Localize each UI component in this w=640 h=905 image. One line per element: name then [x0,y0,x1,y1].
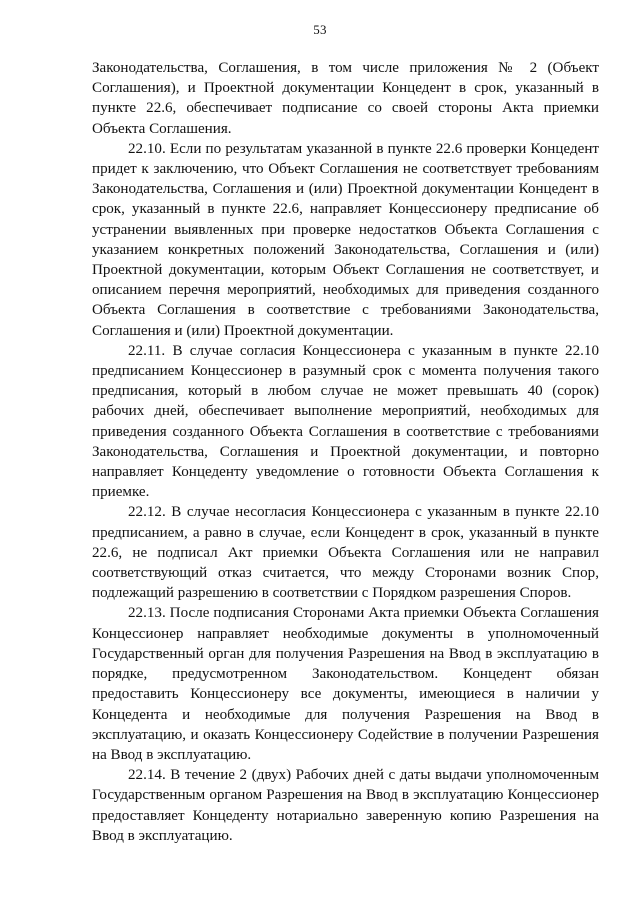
page-number: 53 [313,22,327,37]
paragraph-22-14: 22.14. В течение 2 (двух) Рабочих дней с даты выдачи уполномоченным Государственным органом Разрешения на Ввод в эксплуатацию Концессионер предоставляет Концеденту нотариально заверенную копию Разрешения на Ввод в эксплуатацию. [92,767,599,844]
paragraph-22-10: 22.10. Если по результатам указанной в пункте 22.6 проверки Концедент придет к заключению, что Объект Соглашения не соответствует требованиям Законодательства, Соглашения и (или) Проектной документации Концедент в срок, указанный в пункте 22.6, направляет Концессионеру предписание об устранении выявленных при проверке недостатков Объекта Соглашения с указанием конкретных положений Законодательства, Соглашения и (или) Проектной документации, которым Объект Соглашения не соответствует, и описанием перечня мероприятий, необходимых для приведения созданного Объекта Соглашения в соответствие с требованиями Законодательства, Соглашения и (или) Проектной документации. [92,140,599,339]
paragraph-continuation: Законодательства, Соглашения, в том числе приложения № 2 (Объект Соглашения), и Проектной документации Концедент в срок, указанный в пункте 22.6, обеспечивает подписание со своей стороны Акта приемки Объекта Соглашения. [92,60,599,137]
paragraph-22-13: 22.13. После подписания Сторонами Акта приемки Объекта Соглашения Концессионер направляет необходимые документы в уполномоченный Государственный орган для получения Разрешения на Ввод в эксплуатацию в порядке, предусмотренном Законодательством. Концедент обязан предоставить Концессионеру все документы, имеющиеся в наличии у Концедента и необходимые для получения Разрешения на Ввод в эксплуатацию, и оказать Концессионеру Содействие в получении Разрешения на Ввод в эксплуатацию. [92,605,599,763]
paragraph-22-12: 22.12. В случае несогласия Концессионера с указанным в пункте 22.10 предписанием, а равно в случае, если Концедент в срок, указанный в пункте 22.6, не подписал Акт приемки Объекта Соглашения или не направил соответствующий отказ считается, что между Сторонами возник Спор, подлежащий разрешению в соответствии с Порядком разрешения Споров. [92,504,599,602]
document-body [92,58,599,846]
paragraph-22-11: 22.11. В случае согласия Концессионера с указанным в пункте 22.10 предписанием Концессионер в разумный срок с момента получения такого предписания, который в любом случае не может превышать 40 (сорок) рабочих дней, обеспечивает выполнение мероприятий, необходимых для приведения созданного Объекта Соглашения в соответствие с требованиями Законодательства, Соглашения и Проектной документации, и повторно направляет Концеденту уведомление о готовности Объекта Соглашения к приемке. [92,342,599,501]
